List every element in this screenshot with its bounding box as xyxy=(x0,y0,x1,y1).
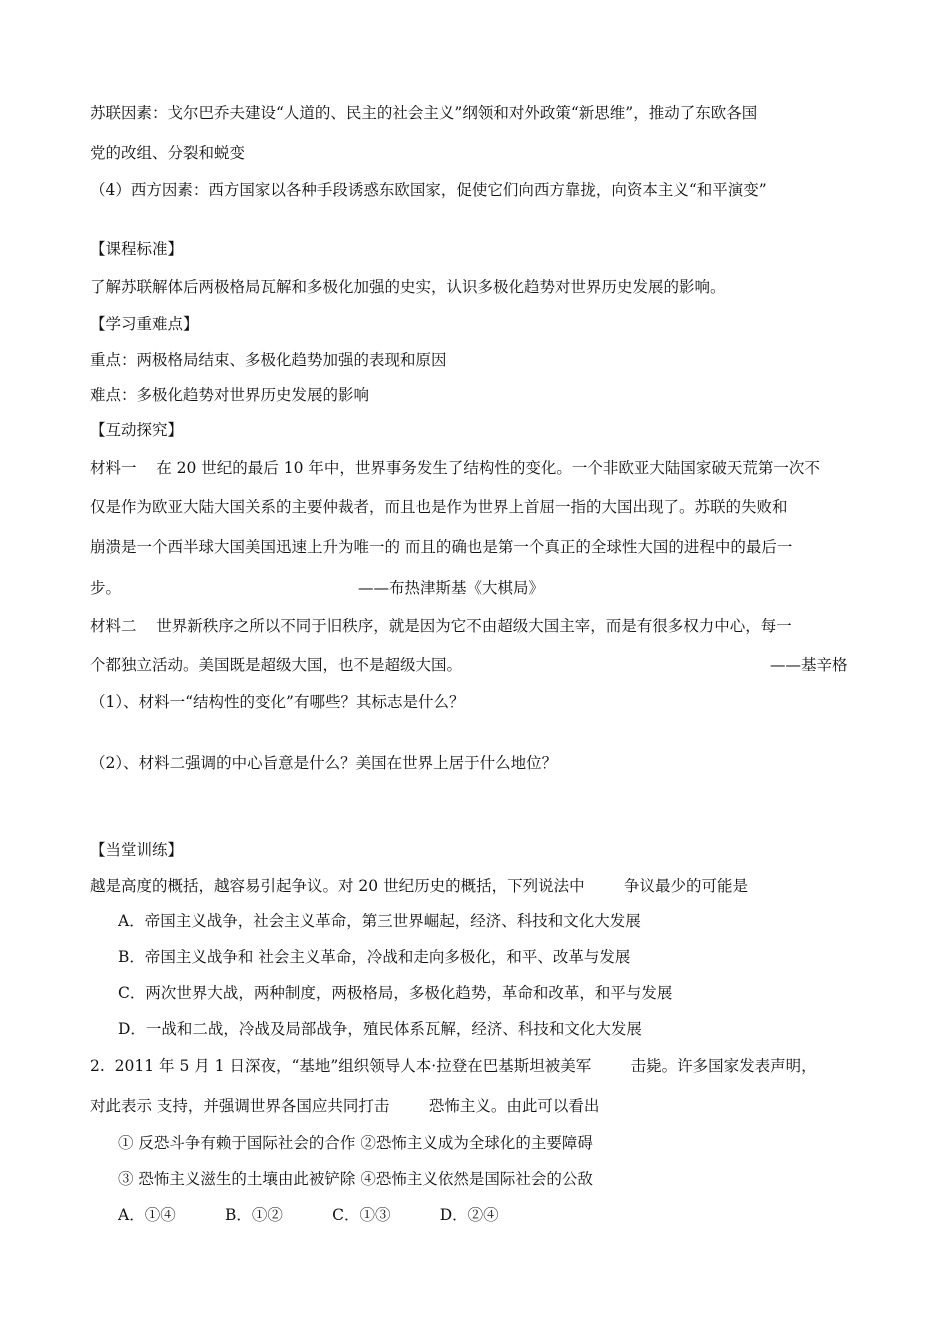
question-2: （2）、材料二强调的中心旨意是什么？美国在世界上居于什么地位？ xyxy=(90,754,558,772)
material1-source: ——布热津斯基《大棋局》 xyxy=(358,579,545,597)
material1-line-4: 步。 xyxy=(90,579,122,597)
soviet-factor-line-2: 党的改组、分裂和蜕变 xyxy=(90,144,246,162)
q2-stem-line-1: 2. 2011 年 5 月 1 日深夜，“基地”组织领导人本·拉登在巴基斯坦被美军 击毙。许多国家发表声明， xyxy=(90,1057,817,1075)
western-factor-line: （4）西方因素：西方国家以各种手段诱惑东欧国家，促使它们向西方靠拢，向资本主义“和平演变” xyxy=(90,181,767,199)
material2-line-1: 材料二 世界新秩序之所以不同于旧秩序，就是因为它不由超级大国主宰，而是有很多权力中心，每一 xyxy=(90,617,792,635)
q2-options: A．①④ B．①② C．①③ D．②④ xyxy=(118,1206,499,1224)
material2-line-2: 个都独立活动。美国既是超级大国，也不是超级大国。 xyxy=(90,656,463,674)
q1-option-c: C．两次世界大战，两种制度，两极格局，多极化趋势，革命和改革，和平与发展 xyxy=(118,984,673,1002)
keypoints-heading: 【学习重难点】 xyxy=(90,315,199,333)
q1-option-a: A．帝国主义战争，社会主义革命，第三世界崛起，经济、科技和文化大发展 xyxy=(118,912,641,930)
training-heading: 【当堂训练】 xyxy=(90,841,184,859)
curriculum-text: 了解苏联解体后两极格局瓦解和多极化加强的史实，认识多极化趋势对世界历史发展的影响。 xyxy=(90,278,726,296)
inquiry-heading: 【互动探究】 xyxy=(90,421,184,439)
key-point-line: 重点：两极格局结束、多极化趋势加强的表现和原因 xyxy=(90,351,447,369)
material2-source: ——基辛格 xyxy=(770,656,848,674)
material1-line-2: 仅是作为欧亚大陆大国关系的主要仲裁者，而且也是作为世界上首屈一指的大国出现了。苏联的失败和 xyxy=(90,498,788,516)
q1-stem: 越是高度的概括，越容易引起争议。对 20 世纪历史的概括，下列说法中 争议最少的可能是 xyxy=(90,877,748,895)
q2-statement-2: ③ 恐怖主义滋生的土壤由此被铲除 ④恐怖主义依然是国际社会的公敌 xyxy=(118,1170,593,1188)
question-1: （1）、材料一“结构性的变化”有哪些？其标志是什么？ xyxy=(90,693,465,711)
material1-line-1: 材料一 在 20 世纪的最后 10 年中，世界事务发生了结构性的变化。一个非欧亚大陆国家破天荒第一次不 xyxy=(90,459,820,477)
q2-statement-1: ① 反恐斗争有赖于国际社会的合作 ②恐怖主义成为全球化的主要障碍 xyxy=(118,1134,593,1152)
q2-stem-line-2: 对此表示 支持，并强调世界各国应共同打击 恐怖主义。由此可以看出 xyxy=(90,1097,600,1115)
material1-line-3: 崩溃是一个西半球大国美国迅速上升为唯一的 而且的确也是第一个真正的全球性大国的进程中的最后一 xyxy=(90,538,793,556)
difficult-point-line: 难点：多极化趋势对世界历史发展的影响 xyxy=(90,386,370,404)
curriculum-heading: 【课程标准】 xyxy=(90,240,184,258)
soviet-factor-line-1: 苏联因素：戈尔巴乔夫建设“人道的、民主的社会主义”纲领和对外政策“新思维”，推动了东欧各国 xyxy=(90,104,758,122)
q1-option-d: D．一战和二战，冷战及局部战争，殖民体系瓦解，经济、科技和文化大发展 xyxy=(118,1020,642,1038)
q1-option-b: B．帝国主义战争和 社会主义革命，冷战和走向多极化，和平、改革与发展 xyxy=(118,948,631,966)
